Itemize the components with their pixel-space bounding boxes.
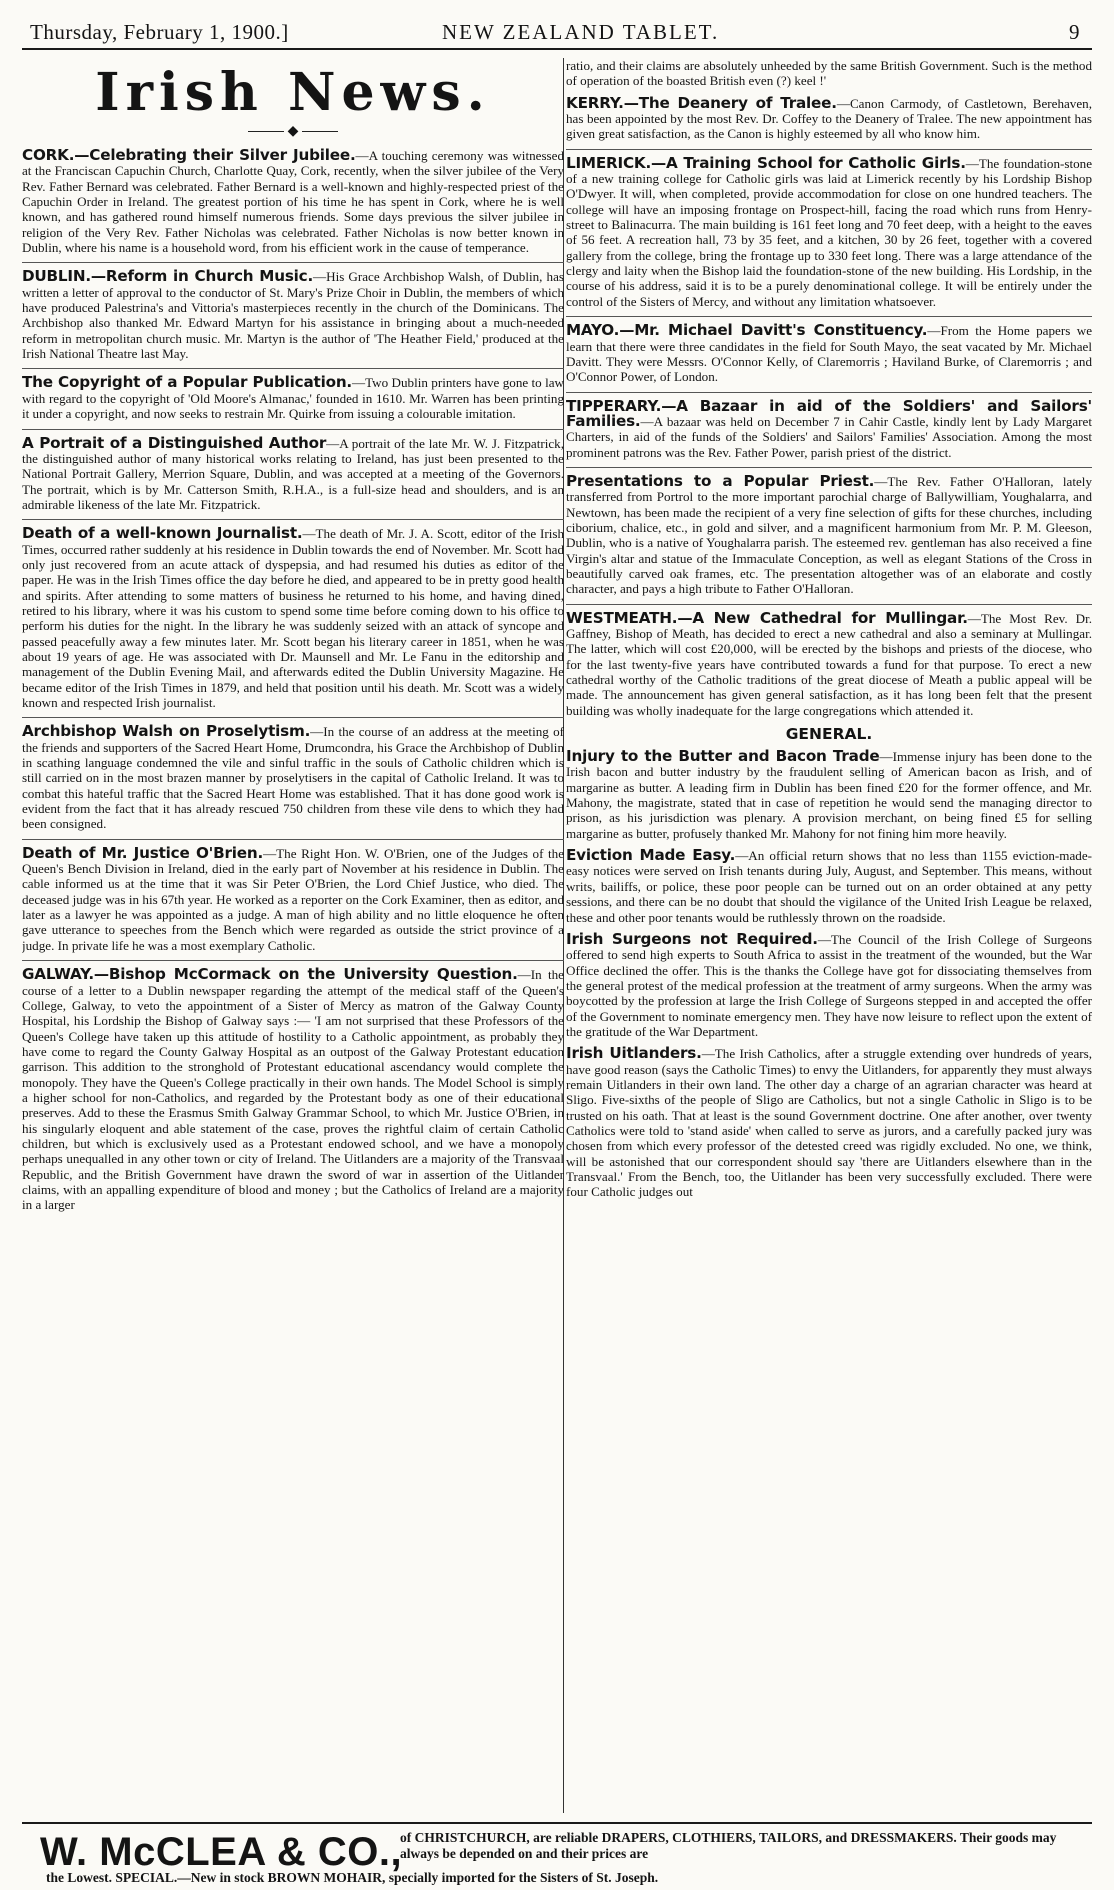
news-item-body: —Immense injury has been done to the Irish bacon and butter industry by the fraudulent selling of American bacon as Irish, and of margarine as butter. A leading firm in Dublin has been fined £20 for the former offence, and Mr. Mahony, the magistrate, stated that in case of repetition he would send the managing director to prison, as his jurisdiction was plenary. A provision merchant, on being fined £5 for selling margarine as butter, profusely thanked Mr. Mahony for not fining him more heavily. bbox=[566, 749, 1092, 841]
news-item bbox=[22, 843, 564, 953]
advertisement bbox=[22, 1822, 1092, 1886]
news-item bbox=[566, 929, 1092, 1039]
news-item-body: —Two Dublin printers have gone to law with regard to the copyright of 'Old Moore's Almanac,' founded in 1610. Mr. Warren has been printing it under a copyright, and now seeks to restrain Mr. Quirke from issuing a colourable imitation. bbox=[22, 375, 564, 422]
news-item-heading: Presentations to a Popular Priest. bbox=[566, 471, 875, 490]
article-divider bbox=[22, 839, 564, 840]
article-divider bbox=[22, 519, 564, 520]
news-item-body: —An official return shows that no less than 1155 eviction-made-easy notices were served on Irish tenants during July, August, and September. This means, without writs, bailiffs, or police, these poor people can be turned out on an order obtained at any petty sessions, and there can be no doubt that should the vigilance of the United Irish League be relaxed, these and other poor tenants would be ruthlessly thrown on the roadside. bbox=[566, 848, 1092, 925]
issue-date: Thursday, February 1, 1900.] bbox=[30, 20, 289, 44]
news-item bbox=[566, 93, 1092, 142]
news-item-body: —In the course of an address at the meeting of the friends and supporters of the Sacred Heart Home, Drumcondra, his Grace the Archbishop of Dublin in scathing language condemned the vile and sinful traffic in the souls of Catholic children which is still carried on in the most brazen manner by proselytisers in the capital of Catholic Ireland. It was to combat this hateful traffic that the Sacred Heart Home was established. That it has done good work is evident from the fact that it has already rescued 750 children from these vile dens to which they had been consigned. bbox=[22, 724, 564, 832]
paper-title: NEW ZEALAND TABLET. bbox=[442, 20, 720, 44]
news-item-heading: Death of Mr. Justice O'Brien. bbox=[22, 843, 264, 862]
news-item bbox=[22, 269, 564, 361]
advert-firm-name: W. McCLEA & CO., bbox=[40, 1830, 403, 1874]
news-item-heading: MAYO.—Mr. Michael Davitt's Constituency. bbox=[566, 321, 928, 340]
masthead bbox=[22, 12, 1092, 50]
news-item bbox=[22, 375, 564, 421]
news-item-body: —From the Home papers we learn that there were three candidates in the field for South Mayo, the seat vacated by Mr. Michael Davitt. They were Messrs. O'Connor Kelly, of Claremorris ; Haviland Burke, of Claremorris ; and O'Connor Power, of London. bbox=[566, 323, 1092, 385]
news-item bbox=[566, 323, 1092, 384]
left-articles bbox=[22, 148, 564, 1213]
news-item bbox=[566, 396, 1092, 460]
title-ornament bbox=[22, 124, 564, 140]
news-item-body: —A portrait of the late Mr. W. J. Fitzpatrick, the distinguished author of many historical works relating to Ireland, has just been presented to the National Portrait Gallery, Merrion Square, Dublin, and was accepted at a meeting of the Governors. The portrait, which is by Mr. Catterson Smith, R.H.A., is a full-size head and shoulders, and is an admirable likeness of the late Mr. Fitzpatrick. bbox=[22, 435, 564, 512]
news-item-body: —A touching ceremony was witnessed at the Franciscan Capuchin Church, Charlotte Quay, Cork, recently, when the silver jubilee of the Very Rev. Father Bernard was celebrated. Father Bernard is a well-known and highly-respected priest of the Capuchin Order in Ireland. The greatest portion of his time he has spent in Cork, where he is well known, and has gathered round himself numerous friends. Some days previous the silver jubilee in religion of the Very Rev. Father Nicholas was celebrated. Father Nicholas is now better known in Dublin, where his name is a household word, from his efficient work in the cause of temperance. bbox=[22, 148, 564, 256]
advert-text-line1: of CHRISTCHURCH, are reliable DRAPERS, CLOTHIERS, TAILORS, and DRESSMAKERS. Their goods may always be depended on and their prices are bbox=[400, 1830, 1057, 1861]
news-item-heading: GALWAY.—Bishop McCormack on the University Question. bbox=[22, 965, 518, 984]
news-item bbox=[566, 608, 1092, 718]
news-item-body: —The Rev. Father O'Halloran, lately transferred from Portrol to the more important parochial charge of Ballywilliam, Youghalarra, and Newtown, has been made the recipient of a very fine selection of gifts for these churches, including ciborium, chalice, etc., in gold and silver, and a magnificent harmonium from Mr. P. M. Gleeson, Dublin, who is a native of Youghalarra parish. The esteemed rev. gentleman has also received a fine Virgin's altar and statue of the Immaculate Conception, as well as elegant Stations of the Cross in beautifully carved oak frames, etc. The presentation altogether was of an elaborate and costly character, and pays a high tribute to Father O'Halloran. bbox=[566, 473, 1092, 597]
news-item-body: —A bazaar was held on December 7 in Cahir Castle, kindly lent by Lady Margaret Charters, in aid of the funds of the Soldiers' and Sailors' Families' Association. Among the most prominent patrons was the Rev. Father Power, parish priest of the district. bbox=[566, 413, 1092, 460]
news-item-body: —The Council of the Irish College of Surgeons offered to send high experts to South Africa to assist in the treatment of the wounded, but the War Office declined the offer. This is the thanks the College have got for dissociating themselves from the general protest of the medical profession at the treatment of army surgeons. When the army was boycotted by the profession at large the Irish College of Surgeons stepped in and accepted the offer of the Government to nominate emergency men. They have now leisure to reflect upon the extent of the gratitude of the War Department. bbox=[566, 931, 1092, 1039]
article-divider bbox=[22, 960, 564, 961]
article-divider bbox=[566, 467, 1092, 468]
article-divider bbox=[566, 149, 1092, 150]
news-item-heading: Eviction Made Easy. bbox=[566, 846, 736, 865]
news-item-heading: The Copyright of a Popular Publication. bbox=[22, 373, 352, 392]
article-divider bbox=[566, 392, 1092, 393]
page-number: 9 bbox=[1069, 20, 1080, 44]
news-item-body: —Canon Carmody, of Castletown, Berehaven, has been appointed by the most Rev. Dr. Coffey to the Deanery of Tralee. The new appointment has given great satisfaction, as the Canon is highly esteemed by all who know him. bbox=[566, 95, 1092, 142]
news-item bbox=[566, 1046, 1092, 1199]
article-divider bbox=[22, 429, 564, 430]
news-item-body: —In the course of a letter to a Dublin newspaper regarding the attempt of the medical staff of the Queen's College, Galway, to veto the appointment of a Sister of Mercy as matron of the Galway County Hospital, his Lordship the Bishop of Galway says :— 'I am not surprised that these Professors of the Queen's College have taken up this attitude of hostility to a Catholic appointment, as probably they have come to regard the County Galway Hospital as an outpost of the Galway Protestant education garrison. This addition to the stronghold of Protestant educational ascendancy would complete the monopoly. They have the Queen's College practically in their own hands. The Model School is simply a higher school for non-Catholics, and regarded by the Protestant body as one of their educational preserves. Add to these the Erasmus Smith Galway Grammar School, to which Mr. Justice O'Brien, in his singularly eloquent and able statement of the case, proves the rightful claim of certain Catholic children, but which is exclusively used as a Protestant endowed school, and we have a monopoly perhaps unequalled in any other town or city of Ireland. The Uitlanders are a majority of the Transvaal Republic, and the British Government have drawn the sword of war in assertion of the Uitlander claims, with an appalling expenditure of blood and money ; but the Catholics of Ireland are a majority in a larger bbox=[22, 967, 564, 1213]
news-item bbox=[566, 848, 1092, 925]
news-item bbox=[566, 749, 1092, 841]
news-item-heading: WESTMEATH.—A New Cathedral for Mullingar. bbox=[566, 608, 968, 627]
article-divider bbox=[22, 368, 564, 369]
news-item-heading: Irish Surgeons not Required. bbox=[566, 929, 818, 948]
news-item bbox=[566, 153, 1092, 309]
news-item-body: —His Grace Archbishop Walsh, of Dublin, has written a letter of approval to the conductor of St. Mary's Prize Choir in Dublin, the members of which have produced Palestrina's and Vittoria's masterpieces recently in the church of the Dominicans. The Archbishop also thanked Mr. Edward Martyn for his assistance in bringing about a much-needed reform in metropolitan church music. Mr. Martyn is the author of 'The Heather Field,' produced at the Irish National Theatre last May. bbox=[22, 269, 564, 362]
article-divider bbox=[22, 717, 564, 718]
news-item-body: —The death of Mr. J. A. Scott, editor of the Irish Times, occurred rather suddenly at his residence in Dublin towards the end of November. Mr. Scott had only just recovered from an acute attack of dyspepsia, and had resumed his duties as editor of the paper. He was in the Irish Times office the day before he died, and appeared to be in pretty good health and spirits. After attending to some matters of business he returned to his home, and having dined, retired to his library, where it was his custom to spend some time before coming down to his office to perform his duties for the night. In the library he was suddenly seized with an attack of syncope and passed peacefully away a few minutes later. Mr. Scott began his literary career in 1851, when he was about 19 years of age. He was associated with Dr. Maunsell and Mr. Le Fanu in the editorship and management of the Dublin Evening Mail, and afterwards edited the Dublin University Magazine. He became editor of the Irish Times in 1879, and held that position until his death. Mr. Scott was a widely known and respected Irish journalist. bbox=[22, 526, 564, 710]
news-item-heading: Archbishop Walsh on Proselytism. bbox=[22, 722, 311, 741]
news-item bbox=[22, 967, 564, 1213]
article-divider bbox=[22, 262, 564, 263]
news-item-heading: Irish Uitlanders. bbox=[566, 1044, 702, 1063]
news-item-body: —The Right Hon. W. O'Brien, one of the Judges of the Queen's Bench Division in Ireland, died in the early part of November at his residence in Dublin. The cable informed us at the time that it was Sir Peter O'Brien, the Lord Chief Justice, who died. The deceased judge was in his 67th year. He worked as a reporter on the Cork Examiner, then as editor, and later as a lawyer he was appointed as a judge. A man of high ability and no little eloquence he often gave utterance to speeches from the Bench which were regarded as outside the strict province of a judge. In private life he was a most exemplary Catholic. bbox=[22, 845, 564, 953]
diamond-ornament: ◆ bbox=[287, 124, 299, 139]
news-item-heading: CORK.—Celebrating their Silver Jubilee. bbox=[22, 146, 356, 164]
news-item bbox=[22, 526, 564, 710]
news-item bbox=[566, 471, 1092, 597]
right-articles bbox=[566, 93, 1092, 718]
article-divider bbox=[566, 604, 1092, 605]
news-item-heading: TIPPERARY.—A Bazaar in aid of the Soldiers' and Sailors' Families. bbox=[566, 396, 1092, 430]
advert-text-line2: the Lowest. SPECIAL.—New in stock BROWN MOHAIR, specially imported for the Sisters of St. Joseph. bbox=[46, 1870, 659, 1885]
news-item-body: —The Irish Catholics, after a struggle extending over hundreds of years, have good reason (says the Catholic Times) to envy the Uitlanders, for apparently they must always remain Uitlanders in their own land. The other day a charge of an agrarian character was heard at Sligo. Five-sixths of the people of Sligo are Catholics, but not a single Catholic in Sligo is to be trusted on his oath. That at least is the sound Government doctrine. One after another, over twenty Catholics were told to 'stand aside' when called to serve as jurors, and a carefully packed jury was chosen from which every professor of the detested creed was rigidly excluded. No one, we think, will be astonished that our correspondent should say 'there are Uitlanders elsewhere than in the Transvaal.' From the Bench, too, the Uitlander has been very successfully excluded. There were four Catholic judges out bbox=[566, 1046, 1092, 1200]
continued-text: ratio, and their claims are absolutely unheeded by the same British Government. Such is the method of operation of the boasted British even (?) keel !' bbox=[566, 58, 1092, 89]
general-articles bbox=[566, 749, 1092, 1200]
news-item bbox=[22, 724, 564, 831]
news-item-body: —The foundation-stone of a new training college for Catholic girls was laid at Limerick recently by his Lordship Bishop O'Dwyer. It will, when completed, provide accommodation for close on one hundred teachers. The college will have an imposing frontage on Prospect-hill, facing the road which runs from Henry-street to Balinacurra. The main building is 161 feet long and 70 feet deep, with a height to the eaves of 56 feet. A recreation hall, 73 by 35 feet, and a kitchen, 30 by 26 feet, together with a covered gallery from the college, bring the frontage up to 330 feet long. There was a large attendance of the clergy and laity when the Bishop laid the foundation-stone of the new building. His Lordship, in the course of his address, said it is to be a purely denominational college. It will be entirely under the control of the Sisters of Mercy, and without any limitation whatsoever. bbox=[566, 155, 1092, 309]
news-item bbox=[22, 433, 564, 513]
general-heading: GENERAL. bbox=[785, 725, 873, 744]
article-divider bbox=[566, 316, 1092, 317]
news-item-heading: A Portrait of a Distinguished Author bbox=[22, 433, 327, 452]
news-item-heading: Death of a well-known Journalist. bbox=[22, 524, 303, 543]
news-item-heading: LIMERICK.—A Training School for Catholic Girls. bbox=[566, 153, 966, 172]
news-item-heading: Injury to the Butter and Bacon Trade bbox=[566, 747, 880, 766]
news-item-body: —The Most Rev. Dr. Gaffney, Bishop of Meath, has decided to erect a new cathedral and also a seminary at Mullingar. The latter, which will cost £20,000, will be erected by the bishops and priests of the diocese, who for the last twenty-five years have contributed towards a fund for that purpose. To erect a new cathedral worthy of the Catholic traditions of the great diocese of Meath a public appeal will be made. The announcement has given general satisfaction, as it has long been felt that the present building was wholly inadequate for the large congregations which attended it. bbox=[566, 610, 1092, 718]
left-column bbox=[22, 58, 564, 1813]
news-item bbox=[22, 148, 564, 255]
news-item-heading: KERRY.—The Deanery of Tralee. bbox=[566, 93, 837, 112]
right-column bbox=[566, 58, 1092, 1813]
section-title: Irish News. bbox=[95, 62, 491, 123]
news-item-heading: DUBLIN.—Reform in Church Music. bbox=[22, 267, 314, 286]
